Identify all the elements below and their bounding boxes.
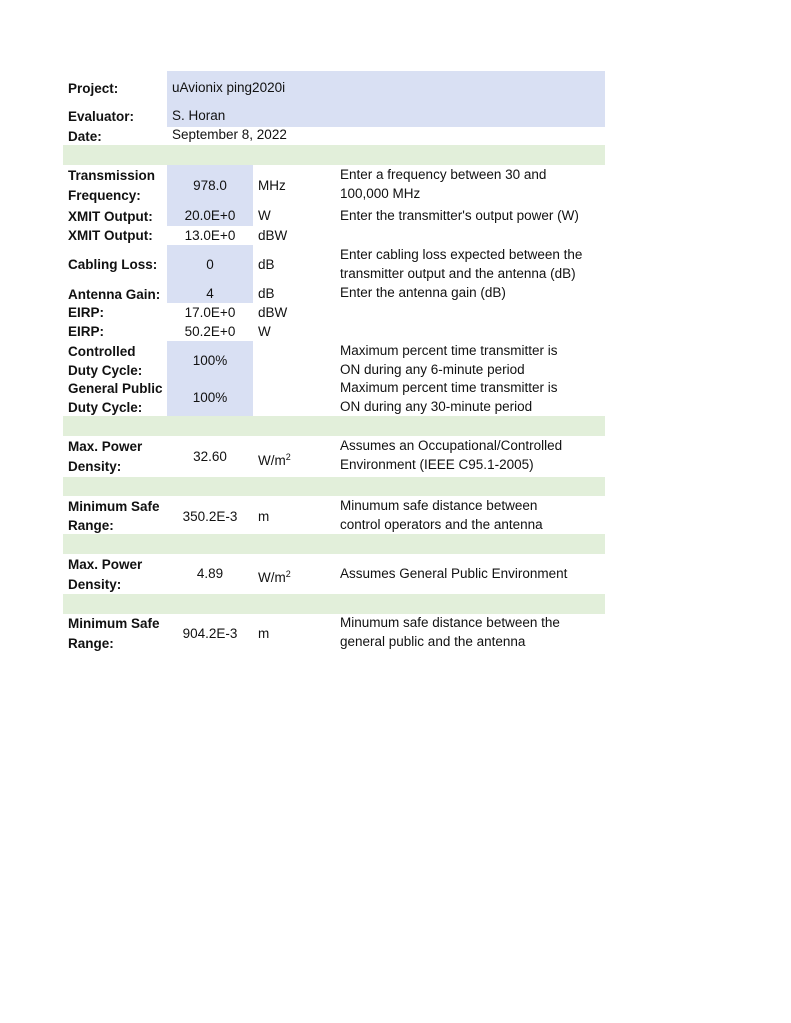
xmit-output-dbw-row (0, 226, 791, 245)
cabling-loss-note-line2: transmitter output and the antenna (dB) (340, 266, 576, 281)
antenna-gain-row (0, 284, 791, 303)
controlled-density-note-line1: Assumes an Occupational/Controlled (340, 438, 563, 453)
controlled-duty-note-line1: Maximum percent time transmitter is (340, 343, 558, 358)
xmit-output-dbw-unit: dBW (258, 228, 288, 243)
eirp-w-value: 50.2E+0 (184, 324, 236, 339)
xmit-output-w-value[interactable]: 20.0E+0 (184, 208, 236, 223)
public-range-value: 904.2E-3 (182, 626, 238, 641)
antenna-gain-value[interactable]: 4 (206, 286, 214, 301)
antenna-gain-label: Antenna Gain: (68, 287, 161, 302)
controlled-density-label-line1: Max. Power (68, 439, 143, 454)
controlled-range-note-line2: control operators and the antenna (340, 517, 543, 532)
public-density-value: 4.89 (196, 566, 224, 581)
frequency-row (0, 165, 791, 207)
controlled-range-row (0, 496, 791, 534)
eirp-dbw-value: 17.0E+0 (184, 305, 236, 320)
cabling-loss-label: Cabling Loss: (68, 257, 158, 272)
evaluator-value[interactable]: S. Horan (172, 108, 226, 123)
project-row (0, 71, 791, 127)
controlled-density-label-line2: Density: (68, 459, 122, 474)
xmit-output-dbw-value: 13.0E+0 (184, 228, 236, 243)
public-range-label-line2: Range: (68, 636, 114, 651)
section-separator (63, 145, 605, 165)
public-duty-label-line1: General Public (68, 381, 163, 396)
public-range-unit: m (258, 626, 270, 641)
antenna-gain-note: Enter the antenna gain (dB) (340, 285, 506, 300)
public-density-label-line1: Max. Power (68, 557, 143, 572)
section-separator (63, 534, 605, 554)
controlled-range-label-line1: Minimum Safe (68, 499, 160, 514)
public-duty-row (0, 379, 791, 416)
public-density-unit: $W/m^2$ (258, 569, 291, 585)
date-label: Date: (68, 129, 102, 144)
xmit-output-w-label: XMIT Output: (68, 209, 153, 224)
frequency-value[interactable]: 978.0 (193, 178, 227, 193)
eirp-w-unit: W (258, 324, 271, 339)
section-separator (63, 477, 605, 496)
controlled-range-label-line2: Range: (68, 518, 114, 533)
public-range-label-line1: Minimum Safe (68, 616, 160, 631)
controlled-duty-label-line2: Duty Cycle: (68, 363, 143, 378)
public-density-note: Assumes General Public Environment (340, 566, 568, 581)
public-duty-note-line1: Maximum percent time transmitter is (340, 380, 558, 395)
controlled-duty-label-line1: Controlled (68, 344, 136, 359)
eirp-w-row (0, 322, 791, 341)
eirp-w-label: EIRP: (68, 324, 105, 339)
xmit-output-w-unit: W (258, 208, 271, 223)
controlled-duty-row (0, 341, 791, 379)
controlled-range-note-line1: Minumum safe distance between (340, 498, 538, 513)
public-duty-label-line2: Duty Cycle: (68, 400, 143, 415)
public-duty-value[interactable]: 100% (192, 390, 228, 405)
project-label: Project: (68, 81, 119, 96)
date-value[interactable]: September 8, 2022 (172, 127, 287, 142)
eirp-dbw-row (0, 303, 791, 322)
cabling-loss-unit: dB (258, 257, 275, 272)
cabling-loss-note-line1: Enter cabling loss expected between the (340, 247, 583, 262)
cabling-loss-row (0, 245, 791, 284)
project-value[interactable]: uAvionix ping2020i (172, 80, 286, 95)
controlled-density-value: 32.60 (193, 449, 227, 464)
public-range-note-line2: general public and the antenna (340, 634, 526, 649)
frequency-label-line1: Transmission (68, 168, 156, 183)
antenna-gain-unit: dB (258, 286, 275, 301)
public-density-row (0, 554, 791, 594)
public-density-label-line2: Density: (68, 577, 122, 592)
controlled-density-unit: $W/m^2$ (258, 452, 291, 468)
controlled-range-unit: m (258, 509, 270, 524)
xmit-output-w-note: Enter the transmitter's output power (W) (340, 208, 579, 223)
frequency-note-line1: Enter a frequency between 30 and (340, 167, 547, 182)
evaluator-label: Evaluator: (68, 109, 135, 124)
section-separator (63, 594, 605, 614)
public-range-row (0, 614, 791, 654)
controlled-duty-value[interactable]: 100% (192, 353, 228, 368)
eirp-dbw-label: EIRP: (68, 305, 105, 320)
public-duty-note-line2: ON during any 30-minute period (340, 399, 533, 414)
frequency-label-line2: Frequency: (68, 188, 141, 203)
controlled-density-row (0, 436, 791, 477)
controlled-range-value: 350.2E-3 (182, 509, 238, 524)
date-row (0, 127, 791, 145)
section-separator (63, 416, 605, 436)
eirp-dbw-unit: dBW (258, 305, 288, 320)
controlled-duty-note-line2: ON during any 6-minute period (340, 362, 525, 377)
xmit-output-w-row (0, 207, 791, 226)
frequency-unit: MHz (258, 178, 286, 193)
public-range-note-line1: Minumum safe distance between the (340, 615, 560, 630)
frequency-note-line2: 100,000 MHz (340, 186, 421, 201)
cabling-loss-value[interactable]: 0 (206, 257, 214, 272)
xmit-output-dbw-label: XMIT Output: (68, 228, 153, 243)
controlled-density-note-line2: Environment (IEEE C95.1-2005) (340, 457, 534, 472)
